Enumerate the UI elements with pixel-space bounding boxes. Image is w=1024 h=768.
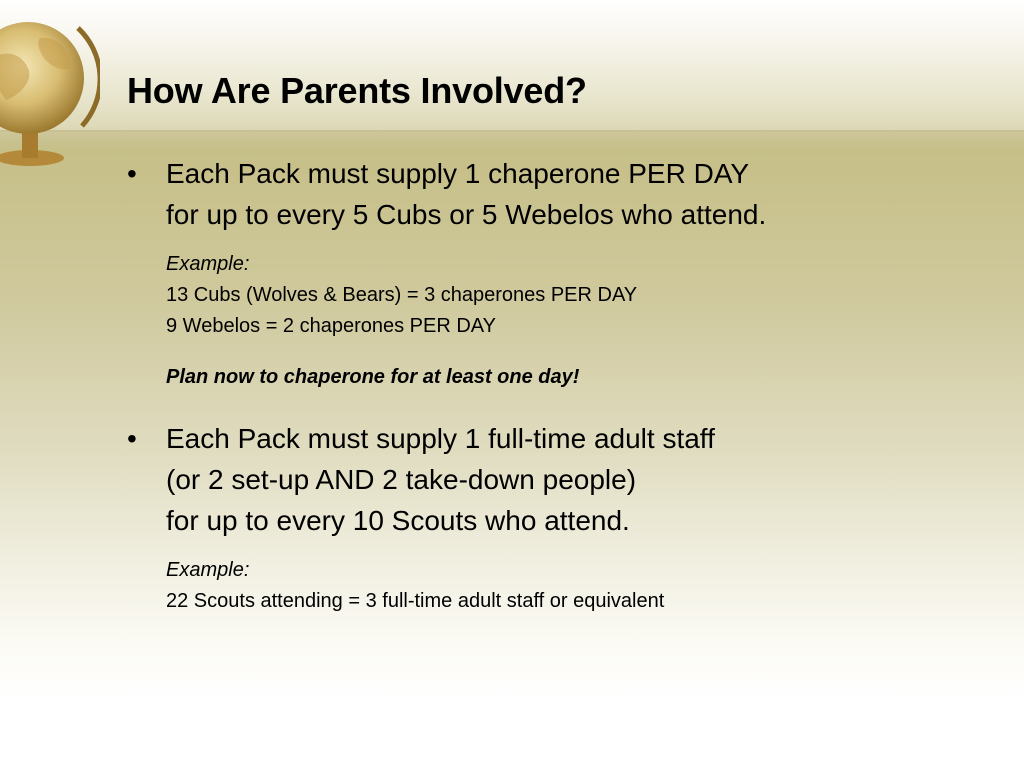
example-line: 13 Cubs (Wolves & Bears) = 3 chaperones PER DAY <box>166 284 638 306</box>
bullet-line: for up to every 5 Cubs or 5 Webelos who attend. <box>166 199 767 230</box>
bullet-line: for up to every 10 Scouts who attend. <box>166 505 630 536</box>
slide-title: How Are Parents Involved? <box>127 70 587 111</box>
bullet-line: (or 2 set-up AND 2 take-down people) <box>166 464 637 495</box>
bullet-item <box>127 153 987 235</box>
bullet-dot: • <box>127 158 137 189</box>
example-label: Example: <box>166 559 250 581</box>
bullet-line: Each Pack must supply 1 chaperone PER DAY <box>166 158 750 189</box>
bullet-dot: • <box>127 423 137 454</box>
example-line: 9 Webelos = 2 chaperones PER DAY <box>166 315 496 337</box>
example-block <box>127 249 987 342</box>
example-block <box>127 555 987 617</box>
note-block <box>127 362 987 393</box>
bullet-line: Each Pack must supply 1 full-time adult staff <box>166 423 715 454</box>
slide-content <box>127 153 987 617</box>
chaperone-note: Plan now to chaperone for at least one day! <box>166 366 580 388</box>
example-line: 22 Scouts attending = 3 full-time adult staff or equivalent <box>166 590 665 612</box>
bullet-item <box>127 418 987 541</box>
globe-icon <box>0 8 100 168</box>
example-label: Example: <box>166 253 250 275</box>
